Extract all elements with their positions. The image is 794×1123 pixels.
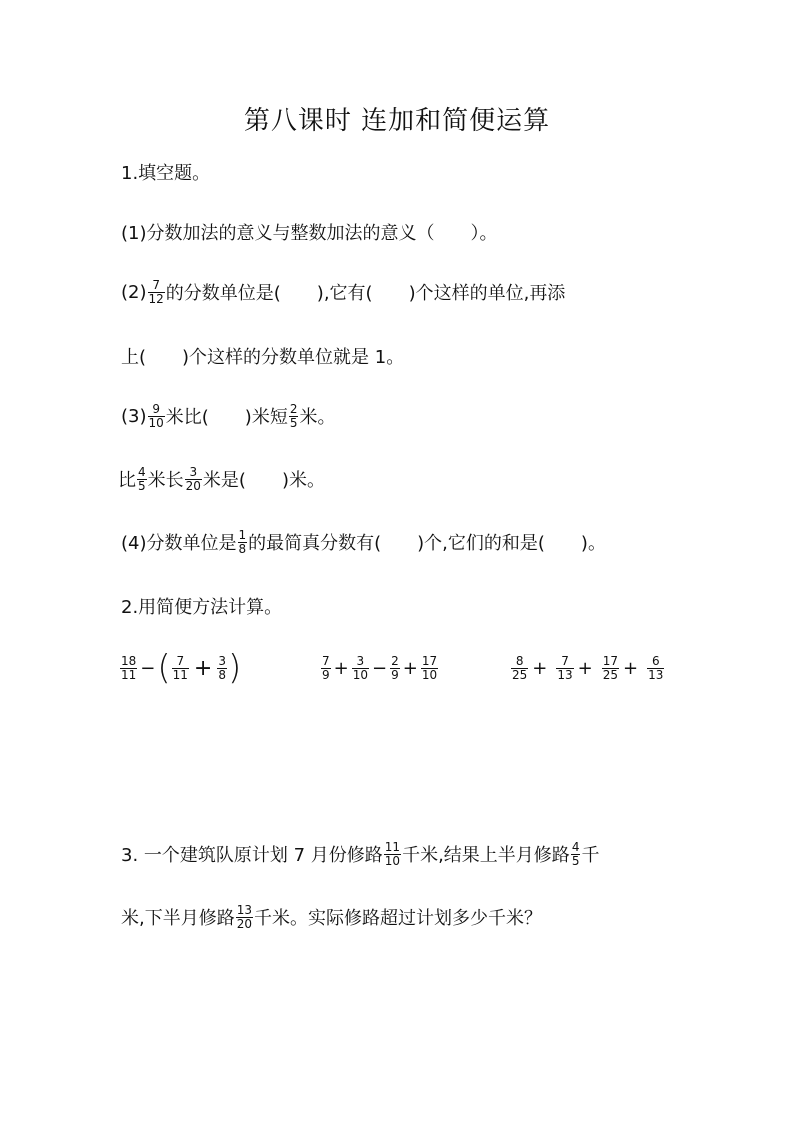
fraction: $\frac{2}{9}$: [391, 653, 399, 682]
plus-sign: +: [193, 655, 213, 681]
question-text: 千米。实际修路超过计划多少千米？: [254, 908, 543, 929]
fraction: $\frac{3}{20}$: [185, 464, 201, 493]
fraction: $\frac{3}{8}$: [218, 653, 226, 682]
question-1-2-line-b: [121, 336, 404, 376]
question-1-1: [121, 212, 498, 252]
fraction: $\frac{1}{8}$: [238, 527, 247, 556]
fraction: $\frac{4}{5}$: [138, 464, 146, 493]
fraction: $\frac{7}{9}$: [322, 653, 330, 682]
question-text: (1)分数加法的意义与整数加法的意义（ ）。: [121, 223, 498, 244]
question-text: 米。: [299, 407, 336, 428]
fraction: $\frac{6}{13}$: [648, 653, 664, 682]
question-1-4: [121, 522, 606, 562]
question-text: 的最简真分数有( )个,它们的和是( )。: [248, 533, 606, 554]
calc-expression-3: [510, 646, 665, 690]
plus-sign: +: [402, 657, 418, 679]
fraction: $\frac{17}{10}$: [421, 653, 438, 682]
question-number: (2): [121, 281, 147, 303]
question-text: 上( )个这样的分数单位就是 1。: [121, 347, 405, 368]
fraction: $\frac{4}{5}$: [571, 839, 580, 868]
plus-sign: +: [532, 657, 548, 679]
question-text: 米比( )米短: [165, 407, 288, 428]
section-1-heading: [121, 152, 210, 192]
question-text: 米,下半月修路: [121, 908, 235, 929]
question-1-3-line-a: [121, 396, 335, 436]
page-title: 第八课时 连加和简便运算: [243, 106, 551, 136]
question-1-2-line-a: [121, 272, 565, 312]
minus-sign: −: [372, 657, 388, 679]
fraction: $\frac{18}{11}$: [121, 653, 137, 682]
question-3-line-a: [121, 834, 599, 874]
plus-sign: +: [333, 657, 349, 679]
right-paren: ): [228, 648, 242, 688]
fraction: $\frac{7}{12}$: [148, 277, 164, 306]
minus-sign: −: [140, 657, 156, 679]
question-text: 千米,结果上半月修路: [402, 845, 570, 866]
calc-expression-1: [119, 646, 241, 690]
heading-text: 2.用简便方法计算。: [121, 597, 283, 618]
fraction: $\frac{7}{13}$: [557, 653, 573, 682]
fraction: $\frac{2}{5}$: [289, 401, 298, 430]
left-paren: (: [157, 648, 171, 688]
question-text: 的分数单位是( ),它有( )个这样的单位,再添: [165, 283, 566, 304]
question-text: 米是( )米。: [202, 470, 325, 491]
question-1-3-line-b: [118, 459, 325, 499]
fraction: $\frac{3}{10}$: [352, 653, 369, 682]
question-text: 3. 一个建筑队原计划 7 月份修路: [121, 845, 383, 866]
calc-expression-2: [320, 646, 439, 690]
fraction: $\frac{9}{10}$: [148, 401, 164, 430]
question-3-line-b: [121, 897, 542, 937]
fraction: $\frac{7}{11}$: [172, 653, 188, 682]
fraction: $\frac{13}{20}$: [236, 902, 253, 931]
section-2-heading: [121, 586, 282, 626]
plus-sign: +: [577, 657, 593, 679]
fraction: $\frac{11}{10}$: [384, 839, 401, 868]
plus-sign: +: [623, 657, 639, 679]
fraction: $\frac{8}{25}$: [512, 653, 528, 682]
fraction: $\frac{17}{25}$: [602, 653, 619, 682]
question-text: 千: [581, 845, 600, 866]
question-text: 米长: [147, 470, 184, 491]
heading-text: 1.填空题。: [121, 163, 211, 184]
question-text: (4)分数单位是: [121, 533, 237, 554]
question-text: 比: [118, 470, 136, 491]
question-number: (3): [121, 405, 147, 427]
